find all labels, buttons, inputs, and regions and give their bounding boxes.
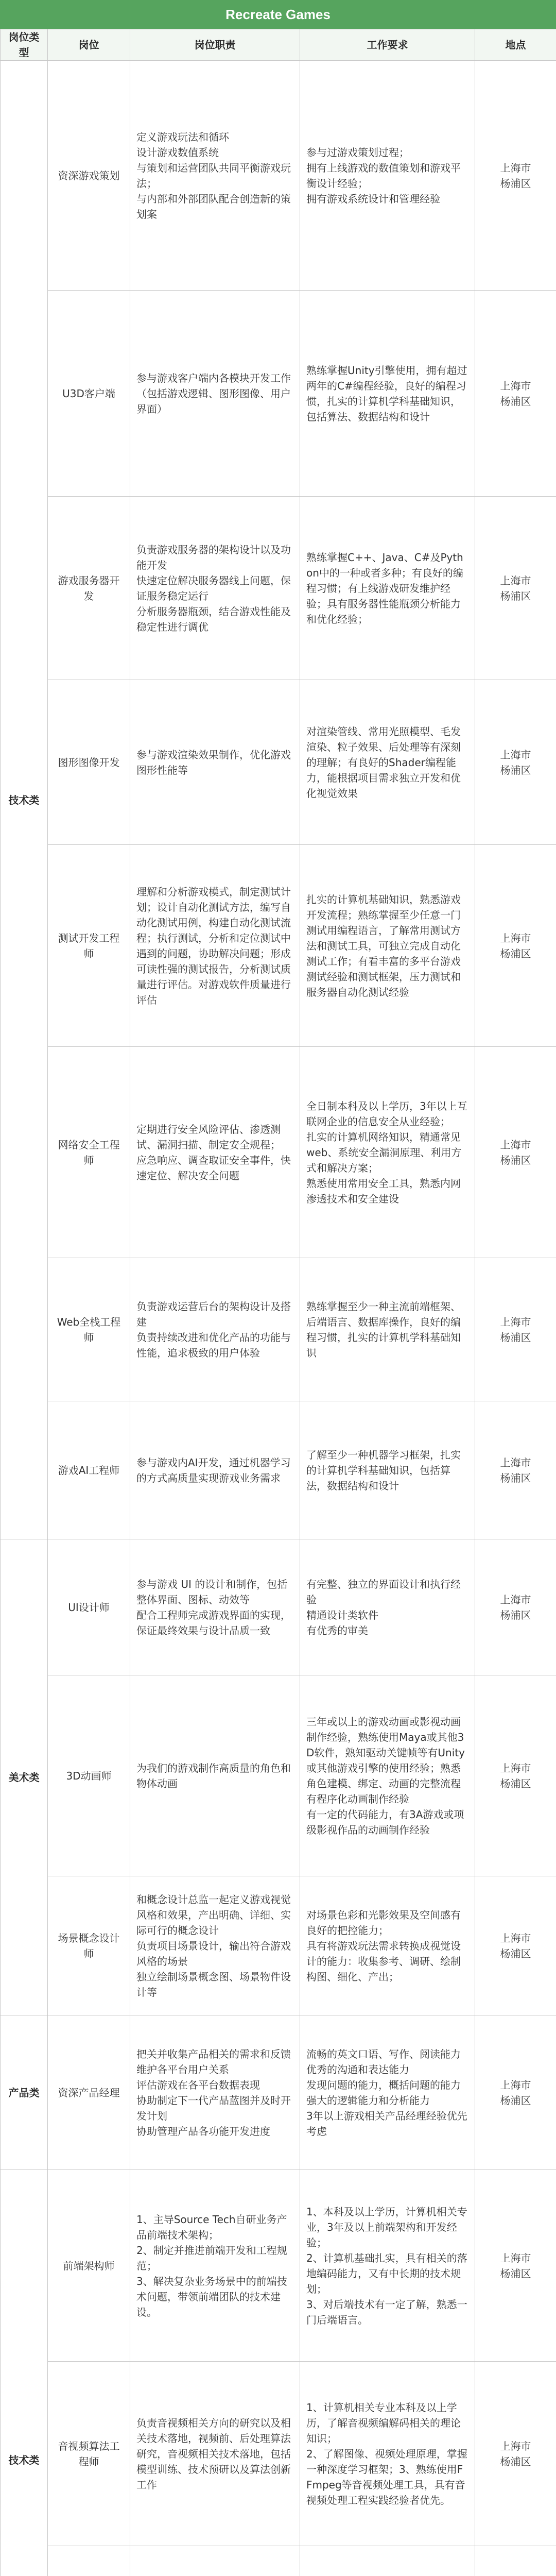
table-header-row xyxy=(1,29,556,61)
duty-cell xyxy=(130,2546,300,2576)
requirement-cell: 熟练掌握至少一种主流前端框架、后端语言、数据库操作，良好的编程习惯，扎实的计算机学科基础知识 xyxy=(300,1258,475,1401)
position-cell: 游戏AI工程师 xyxy=(48,1401,130,1539)
requirement-cell: 熟练掌握C++、Java、C#及Python中的一种或者多种；有良好的编程习惯；有上线游戏研发维护经验；具有服务器性能瓶颈分析能力和优化经验； xyxy=(300,497,475,680)
table-row xyxy=(1,680,556,845)
table-row xyxy=(1,1675,556,1876)
location-cell: 上海市 杨浦区 xyxy=(475,291,556,497)
position-cell xyxy=(48,2546,130,2576)
type-cell-tech-2: 技术类 xyxy=(1,2170,48,2576)
position-cell: 游戏服务器开发 xyxy=(48,497,130,680)
requirement-cell: 流畅的英文口语、写作、阅读能力 优秀的沟通和表达能力 发现问题的能力，概括问题的能力 强大的逻辑能力和分析能力 3年以上游戏相关产品经理经验优先考虑 xyxy=(300,2015,475,2170)
duty-cell: 参与游戏 UI 的设计和制作，包括整体界面、图标、动效等 配合工程师完成游戏界面的实现，保证最终效果与设计品质一致 xyxy=(130,1539,300,1675)
location-cell: 上海市 杨浦区 xyxy=(475,1258,556,1401)
location-cell: 上海市 杨浦区 xyxy=(475,1401,556,1539)
table-row xyxy=(1,1401,556,1539)
duty-cell: 负责音视频相关方向的研究以及相关技术落地，视频前、后处理算法研究，音视频相关技术落地，包括模型训练、技术预研以及算法创新工作 xyxy=(130,2362,300,2546)
requirement-cell: 对渲染管线、常用光照模型、毛发渲染、粒子效果、后处理等有深刻的理解；有良好的Shader编程能力，能根据项目需求独立开发和优化视觉效果 xyxy=(300,680,475,845)
position-cell: 网络安全工程师 xyxy=(48,1047,130,1258)
duty-cell: 定义游戏玩法和循环 设计游戏数值系统 与策划和运营团队共同平衡游戏玩法； 与内部和外部团队配合创造新的策划案 xyxy=(130,61,300,291)
position-cell: 资深游戏策划 xyxy=(48,61,130,291)
location-cell: 上海市 杨浦区 xyxy=(475,1539,556,1675)
requirement-cell: 全日制本科及以上学历，3年以上互联网企业的信息安全从业经验； 扎实的计算机网络知识，精通常见web、系统安全漏洞原理、利用方式和解决方案； 熟悉使用常用安全工具，熟悉内网渗透技术和安全建设 xyxy=(300,1047,475,1258)
requirement-cell: 了解至少一种机器学习框架，扎实的计算机学科基础知识，包括算法，数据结构和设计 xyxy=(300,1401,475,1539)
requirement-cell: 1、本科及以上学历，计算机相关专业，3年及以上前端架构和开发经验； 2、计算机基础扎实，具有相关的落地编码能力，又有中长期的技术规划； 3、对后端技术有一定了解，熟悉一门后端语言。 xyxy=(300,2170,475,2362)
page-title: Recreate Games xyxy=(0,0,556,29)
table-row xyxy=(1,2362,556,2546)
duty-cell: 1、主导Source Tech自研业务产品前端技术架构； 2、制定并推进前端开发和工程规范； 3、解决复杂业务场景中的前端技术问题，带领前端团队的技术建设。 xyxy=(130,2170,300,2362)
position-cell: 测试开发工程师 xyxy=(48,845,130,1047)
duty-cell: 为我们的游戏制作高质量的角色和物体动画 xyxy=(130,1675,300,1876)
position-cell: 场景概念设计师 xyxy=(48,1876,130,2015)
requirement-cell: 参与过游戏策划过程； 拥有上线游戏的数值策划和游戏平衡设计经验； 拥有游戏系统设计和管理经验 xyxy=(300,61,475,291)
location-cell: 上海市 杨浦区 xyxy=(475,2170,556,2362)
location-cell: 上海市 杨浦区 xyxy=(475,680,556,845)
position-cell: UI设计师 xyxy=(48,1539,130,1675)
requirement-cell: 扎实的计算机基础知识，熟悉游戏开发流程；熟练掌握至少任意一门测试用编程语言，了解常用测试方法和测试工具，可独立完成自动化测试工作；有看丰富的多平台游戏测试经验和测试框架，压力测试和服务器自动化测试经验 xyxy=(300,845,475,1047)
table-row xyxy=(1,497,556,680)
table-row xyxy=(1,2015,556,2170)
type-cell-art: 美术类 xyxy=(1,1539,48,2015)
header-duty: 岗位职责 xyxy=(130,29,300,61)
location-cell: 上海市 杨浦区 xyxy=(475,1675,556,1876)
duty-cell: 把关并收集产品相关的需求和反馈 维护各平台用户关系 评估游戏在各平台数据表现 协助制定下一代产品蓝图并及时开发计划 协助管理产品各功能开发进度 xyxy=(130,2015,300,2170)
location-cell xyxy=(475,2546,556,2576)
header-type: 岗位类型 xyxy=(1,29,48,61)
requirement-cell: 对场景色彩和光影效果及空间感有良好的把控能力； 具有将游戏玩法需求转换成视觉设计的能力：收集参考、调研、绘制构图、细化、产出； xyxy=(300,1876,475,2015)
header-requirement: 工作要求 xyxy=(300,29,475,61)
requirement-cell xyxy=(300,2546,475,2576)
location-cell: 上海市 杨浦区 xyxy=(475,845,556,1047)
requirement-cell: 有完整、独立的界面设计和执行经验 精通设计类软件 有优秀的审美 xyxy=(300,1539,475,1675)
table-row xyxy=(1,1047,556,1258)
requirement-cell: 熟练掌握Unity引擎使用，拥有超过两年的C#编程经验，良好的编程习惯，扎实的计算机学科基础知识，包括算法、数据结构和设计 xyxy=(300,291,475,497)
table-row xyxy=(1,2546,556,2576)
location-cell: 上海市 杨浦区 xyxy=(475,2362,556,2546)
location-cell: 上海市 杨浦区 xyxy=(475,61,556,291)
table-row xyxy=(1,1876,556,2015)
duty-cell: 负责游戏服务器的架构设计以及功能开发 快速定位解决服务器线上问题，保证服务稳定运行 分析服务器瓶颈，结合游戏性能及稳定性进行调优 xyxy=(130,497,300,680)
header-location: 地点 xyxy=(475,29,556,61)
duty-cell: 和概念设计总监一起定义游戏视觉风格和效果，产出明确、详细、实际可行的概念设计 负责项目场景设计，输出符合游戏风格的场景 独立绘制场景概念图、场景物件设计等 xyxy=(130,1876,300,2015)
duty-cell: 定期进行安全风险评估、渗透测试、漏洞扫描、制定安全规程； 应急响应、调查取证安全事件，快速定位、解决安全问题 xyxy=(130,1047,300,1258)
position-cell: Web全栈工程师 xyxy=(48,1258,130,1401)
duty-cell: 参与游戏客户端内各模块开发工作（包括游戏逻辑、图形图像、用户界面） xyxy=(130,291,300,497)
position-cell: 图形图像开发 xyxy=(48,680,130,845)
duty-cell: 参与游戏内AI开发，通过机器学习的方式高质量实现游戏业务需求 xyxy=(130,1401,300,1539)
jobs-table xyxy=(0,29,556,2576)
table-row xyxy=(1,1539,556,1675)
header-position: 岗位 xyxy=(48,29,130,61)
table-row xyxy=(1,291,556,497)
table-row xyxy=(1,2170,556,2362)
position-cell: U3D客户端 xyxy=(48,291,130,497)
position-cell: 音视频算法工程师 xyxy=(48,2362,130,2546)
location-cell: 上海市 杨浦区 xyxy=(475,1876,556,2015)
location-cell: 上海市 杨浦区 xyxy=(475,2015,556,2170)
location-cell: 上海市 杨浦区 xyxy=(475,497,556,680)
type-cell-product: 产品类 xyxy=(1,2015,48,2170)
position-cell: 3D动画师 xyxy=(48,1675,130,1876)
requirement-cell: 1、计算机相关专业本科及以上学历，了解音视频编解码相关的理论知识； 2、了解图像、视频处理原理，掌握一种深度学习框架；3、熟练使用FFmpeg等音视频处理工具，具有音视频处理工程实践经验者优先。 xyxy=(300,2362,475,2546)
type-cell-tech: 技术类 xyxy=(1,61,48,1539)
duty-cell: 负责游戏运营后台的架构设计及搭建 负责持续改进和优化产品的功能与性能，追求极致的用户体验 xyxy=(130,1258,300,1401)
duty-cell: 理解和分析游戏模式，制定测试计划；设计自动化测试方法，编写自动化测试用例，构建自动化测试流程；执行测试，分析和定位测试中遇到的问题，协助解决问题；形成可读性强的测试报告，分析测试质量进行评估。对游戏软件质量进行评估 xyxy=(130,845,300,1047)
duty-cell: 参与游戏渲染效果制作，优化游戏图形性能等 xyxy=(130,680,300,845)
table-row xyxy=(1,1258,556,1401)
position-cell: 资深产品经理 xyxy=(48,2015,130,2170)
requirement-cell: 三年或以上的游戏动画或影视动画制作经验，熟练使用Maya或其他3D软件，熟知驱动关键帧等有Unity或其他游戏引擎的使用经验；熟悉角色建模、绑定、动画的完整流程 有程序化动画制作经验 有一定的代码能力，有3A游戏或项级影视作品的动画制作经验 xyxy=(300,1675,475,1876)
location-cell: 上海市 杨浦区 xyxy=(475,1047,556,1258)
position-cell: 前端架构师 xyxy=(48,2170,130,2362)
table-row xyxy=(1,61,556,291)
table-row xyxy=(1,845,556,1047)
